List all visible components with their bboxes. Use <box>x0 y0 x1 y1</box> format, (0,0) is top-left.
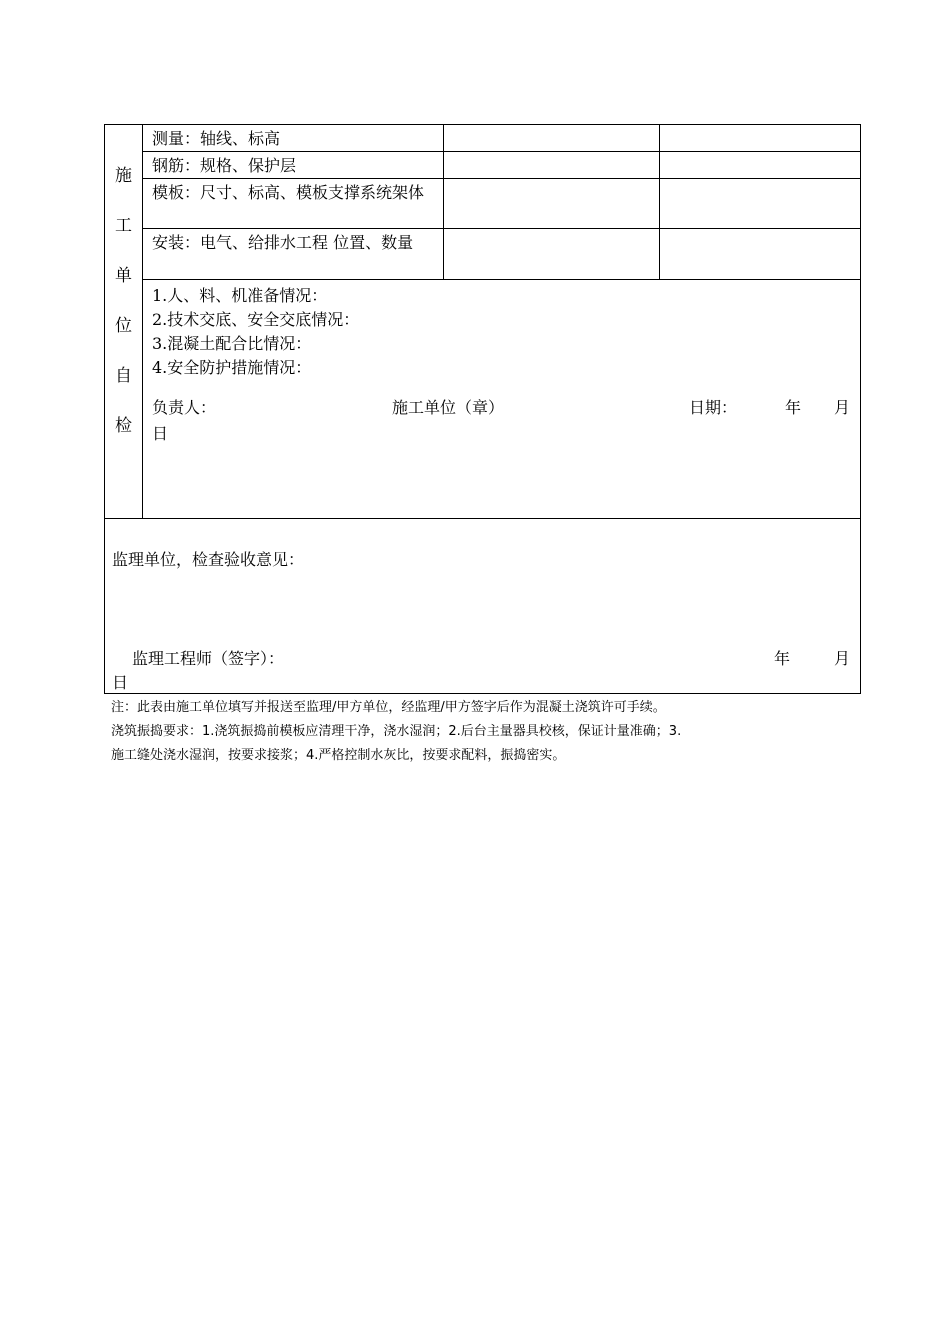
self-check-section <box>143 280 861 519</box>
item-formwork: 模板：尺寸、标高、模板支撑系统架体 <box>143 179 444 229</box>
supervising-engineer-signature-label: 监理工程师（签字）： <box>132 649 285 668</box>
construction-unit-seal-label: 施工单位（章） <box>392 398 505 417</box>
item-rebar-field-2[interactable] <box>660 152 861 179</box>
item-installation-field-2[interactable] <box>660 229 861 280</box>
check-item: 2.技术交底、安全交底情况： <box>152 310 360 329</box>
item-survey-field-2[interactable] <box>660 125 861 152</box>
supervision-day-label: 日 <box>112 673 129 692</box>
item-installation: 安装：电气、给排水工程 位置、数量 <box>143 229 444 280</box>
person-in-charge-label: 负责人： <box>152 398 217 417</box>
item-rebar-field-1[interactable] <box>444 152 660 179</box>
side-label-cell <box>105 125 143 519</box>
note-line: 注：此表由施工单位填写并报送至监理/甲方单位，经监理/甲方签字后作为混凝土浇筑许可手续。 <box>111 700 666 715</box>
side-label-char: 工 <box>115 216 132 236</box>
side-label-char: 自 <box>115 366 132 386</box>
item-formwork-field-2[interactable] <box>660 179 861 229</box>
item-survey-field-1[interactable] <box>444 125 660 152</box>
inspection-form-table <box>104 124 861 694</box>
day-label: 日 <box>152 424 169 443</box>
year-label: 年 <box>785 398 802 417</box>
side-label-char: 位 <box>115 316 132 336</box>
item-installation-field-1[interactable] <box>444 229 660 280</box>
side-label-char: 检 <box>115 416 132 436</box>
side-label-char: 施 <box>115 166 132 186</box>
check-item: 4.安全防护措施情况： <box>152 358 312 377</box>
check-item: 1.人、料、机准备情况： <box>152 286 328 305</box>
month-label: 月 <box>834 398 851 417</box>
note-line: 浇筑振捣要求：1.浇筑振捣前模板应清理干净，浇水湿润；2.后台主量器具校核，保证计量准确；3. <box>111 724 682 739</box>
supervision-opinion-label: 监理单位，检查验收意见： <box>112 550 305 569</box>
form-notes <box>111 696 859 768</box>
sign-row <box>152 396 852 448</box>
supervision-month-label: 月 <box>834 649 851 668</box>
supervision-year-label: 年 <box>774 649 791 668</box>
item-survey: 测量：轴线、标高 <box>143 125 444 152</box>
supervision-section <box>105 519 861 694</box>
check-item: 3.混凝土配合比情况： <box>152 334 312 353</box>
item-formwork-field-1[interactable] <box>444 179 660 229</box>
note-line: 施工缝处浇水湿润，按要求接浆；4.严格控制水灰比，按要求配料，振捣密实。 <box>111 748 566 763</box>
date-label: 日期： <box>689 398 738 417</box>
side-label-char: 单 <box>115 266 132 286</box>
item-rebar: 钢筋：规格、保护层 <box>143 152 444 179</box>
